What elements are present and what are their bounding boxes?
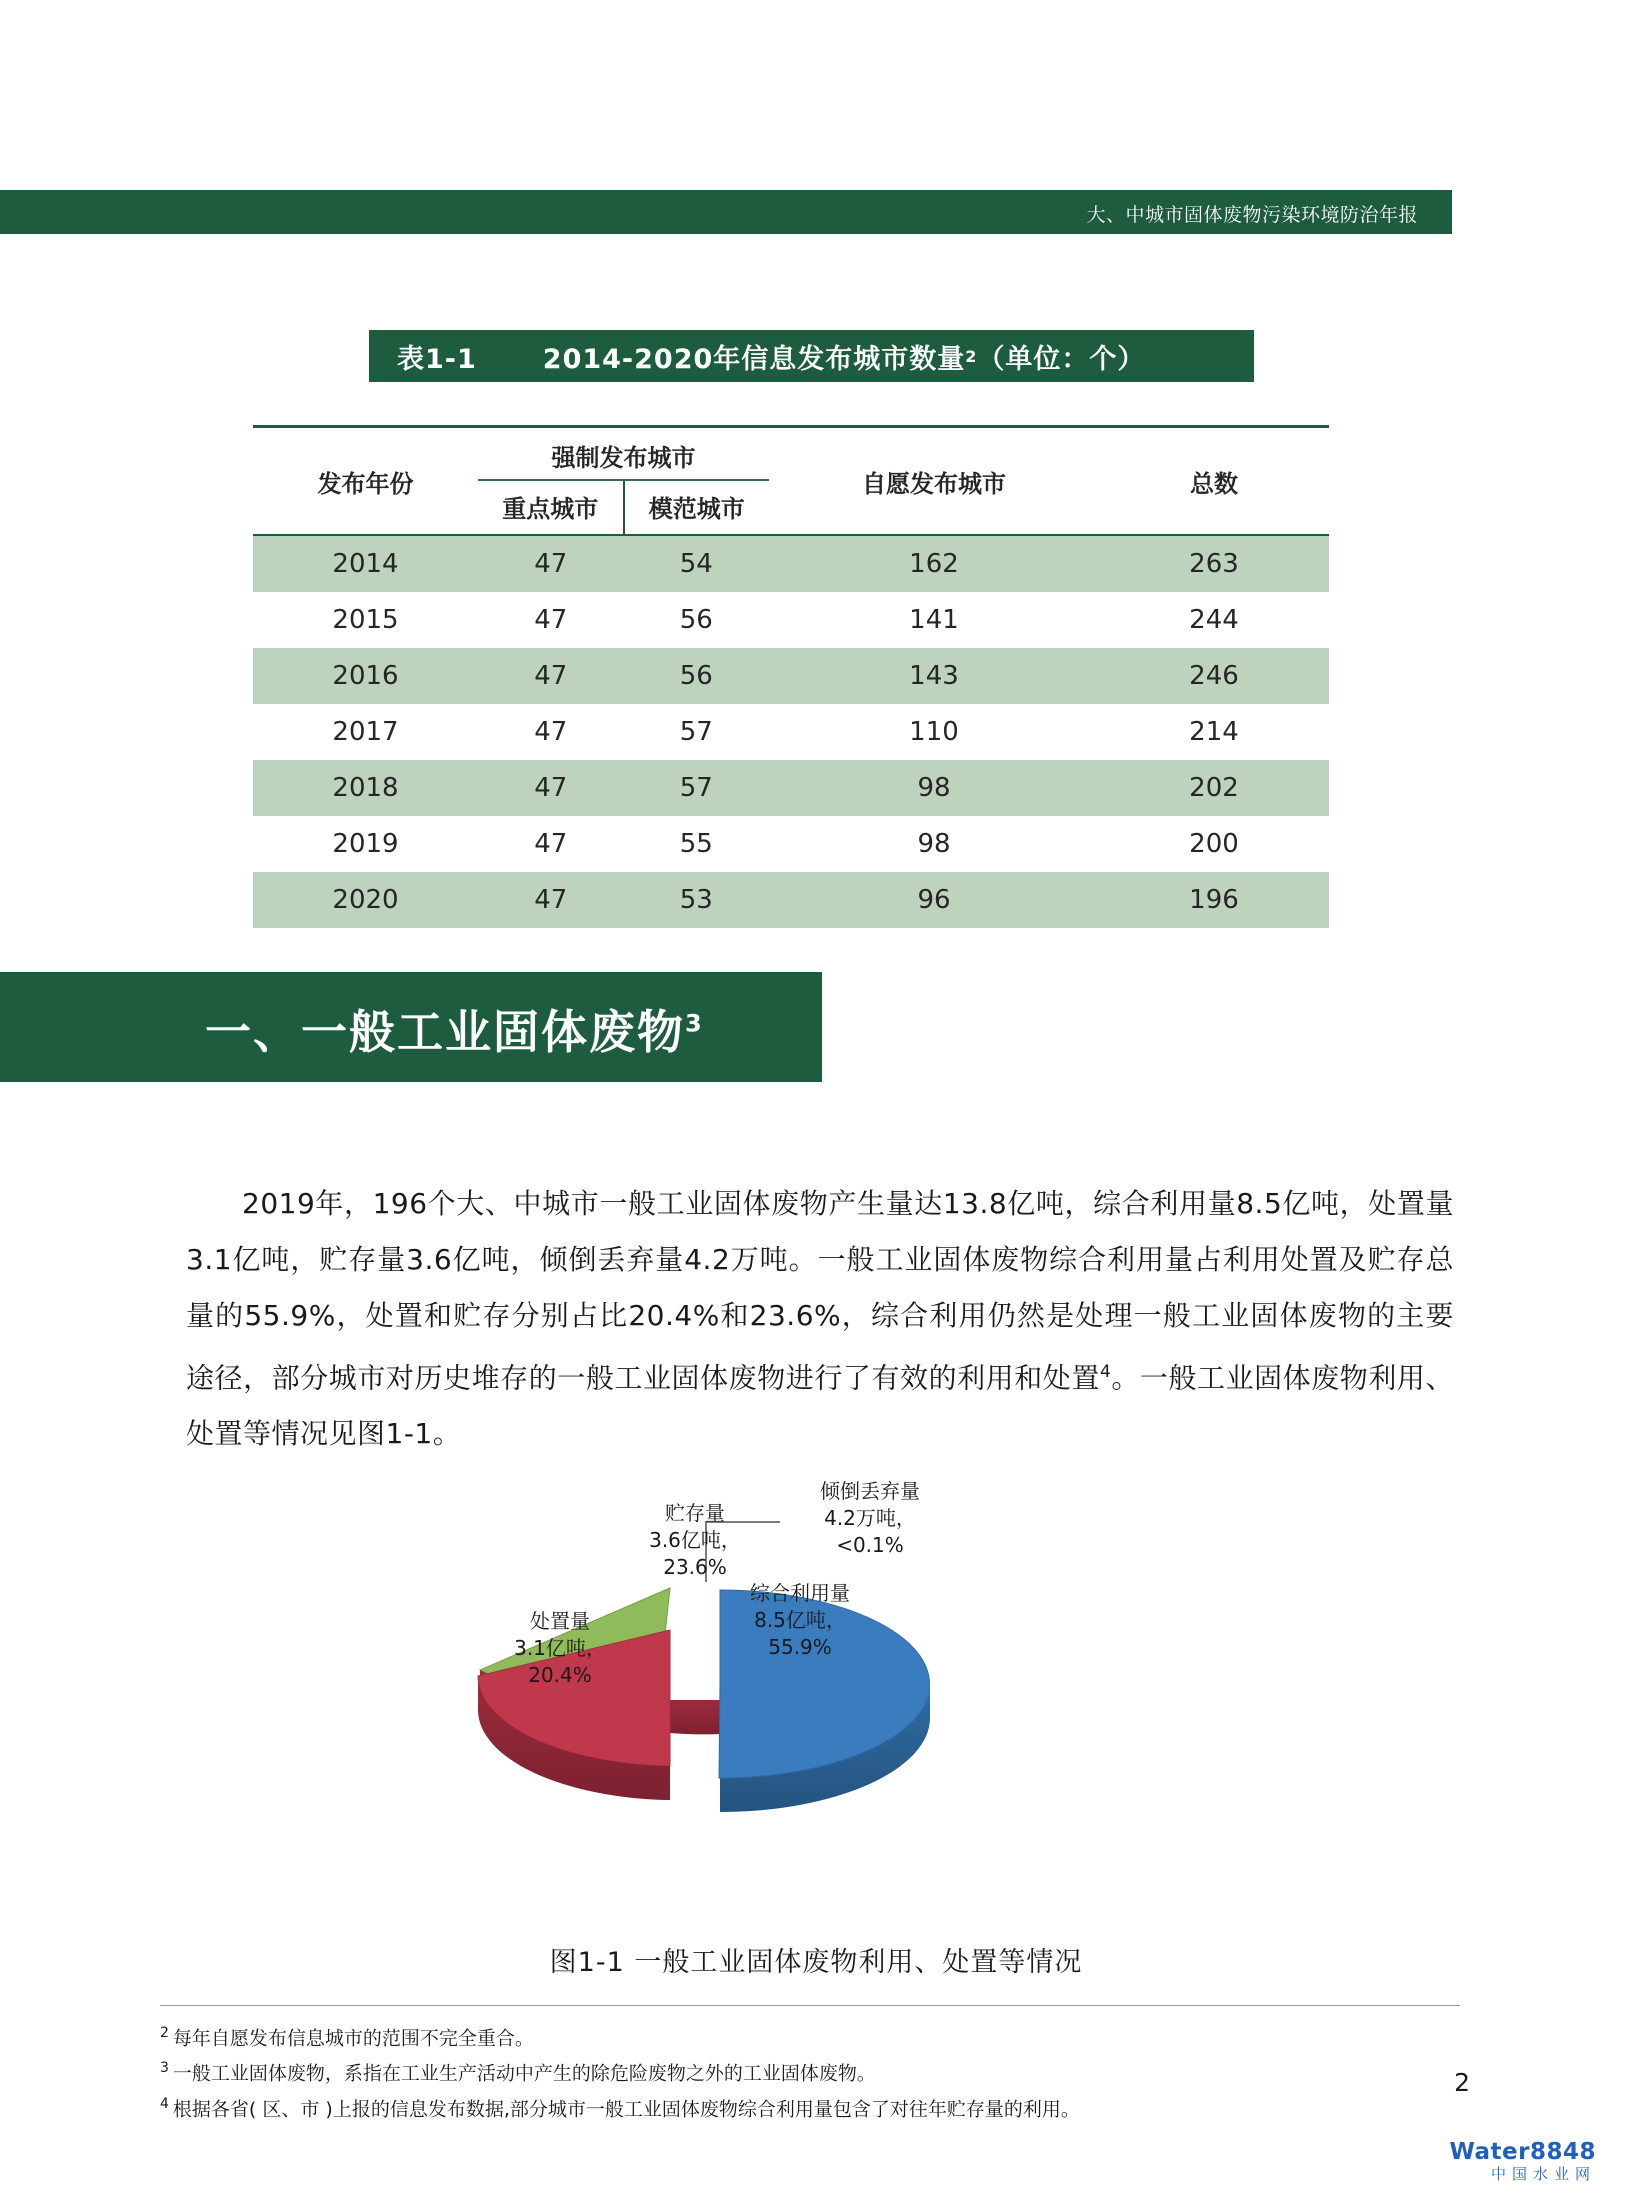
cell-key-city: 47 [478,535,624,592]
footnote-divider [160,2005,1460,2006]
cell-model-city: 53 [624,872,770,928]
cell-key-city: 47 [534,717,568,747]
pie-label-disposal-percent: 20.4% [528,1663,592,1687]
cell-model-city: 56 [624,648,770,704]
cell-year: 2014 [253,535,478,592]
footnote-mark: 3 [160,2060,169,2077]
cell-voluntary: 162 [769,535,1099,592]
cell-total: 200 [1189,829,1239,859]
pie-label-dumping-value: 4.2万吨， [824,1506,916,1530]
column-header-voluntary: 自愿发布城市 [769,427,1099,536]
pie-label-dumping-name: 倾倒丢弃量 [820,1479,920,1503]
table-head [253,427,1329,536]
cell-voluntary: 110 [909,717,959,747]
cell-voluntary: 98 [917,829,951,859]
column-header-total: 总数 [1099,427,1329,536]
cell-model-city: 57 [624,760,770,816]
footnote-mark: 2 [160,2025,169,2041]
pie-label-disposal [475,1608,645,1689]
cell-key-city: 47 [534,605,568,635]
page-number: 2 [1454,2068,1470,2097]
cell-year: 2018 [253,760,478,816]
footnote-item [160,2018,1460,2053]
table-caption-number: 表1-1 [397,343,477,375]
cell-key-city: 47 [478,648,624,704]
table-row [253,704,1329,760]
pie-label-comprehensive-use-percent: 55.9% [768,1635,832,1659]
cell-voluntary: 96 [769,872,1099,928]
cell-key-city: 47 [478,872,624,928]
column-header-model-city: 模范城市 [624,480,770,535]
cell-total: 202 [1099,760,1329,816]
running-header-band [0,190,1452,234]
table-row [253,760,1329,816]
cell-total: 214 [1189,717,1239,747]
column-header-year: 发布年份 [253,427,478,536]
column-header-forced: 强制发布城市 [478,427,769,481]
pie-label-dumping [775,1478,965,1559]
footnote-text: 根据各省( 区、市 )上报的信息发布数据,部分城市一般工业固体废物综合利用量包含了对往年贮存量的利用。 [172,2097,1080,2120]
cell-year: 2020 [253,872,478,928]
column-header-key-city: 重点城市 [478,480,624,535]
cell-total: 246 [1099,648,1329,704]
section-heading-wrapper [205,996,704,1062]
cell-year: 2015 [332,605,399,635]
cell-year: 2019 [332,829,399,859]
table-caption-footnote-mark: 2 [965,346,978,366]
table-body [253,535,1329,928]
section-heading-text: 一、一般工业固体废物 [205,1005,685,1059]
pie-label-storage-value: 3.6亿吨， [649,1528,741,1552]
table-row [253,816,1329,872]
footnote-text: 每年自愿发布信息城市的范围不完全重合。 [172,2027,534,2050]
pie-label-dumping-percent: <0.1% [836,1533,904,1557]
table-caption-bar [369,330,1254,382]
pie-label-comprehensive-use [710,1580,890,1661]
table-header-row-top [253,427,1329,481]
table-caption-title: 2014-2020年信息发布城市数量 [542,343,966,375]
footnote-list [160,2018,1460,2124]
cell-key-city: 47 [478,760,624,816]
section-heading-band [0,972,822,1082]
figure-caption: 图1-1 一般工业固体废物利用、处置等情况 [549,1947,1083,1978]
cell-year: 2017 [332,717,399,747]
cell-voluntary: 143 [769,648,1099,704]
paragraph-text-part1: 2019年，196个大、中城市一般工业固体废物产生量达13.8亿吨，综合利用量8.5亿吨，处置量3.1亿吨，贮存量3.6亿吨，倾倒丢弃量4.2万吨。一般工业固体废物综合利用量占利用处置及贮存总量的55.9%，处置和贮存分别占比20.4%和23.6%，综合利用仍然是处理一般工业固体废物的主要途径，部分城市对历史堆存的一般工业固体废物进行了有效的利用和处置 [186,1187,1454,1395]
pie-label-disposal-name: 处置量 [530,1609,590,1633]
watermark [1449,2141,1596,2185]
watermark-main: Water8848 [1449,2139,1596,2165]
cell-model-city: 54 [624,535,770,592]
footnote-text: 一般工业固体废物，系指在工业生产活动中产生的除危险废物之外的工业固体废物。 [172,2062,876,2085]
pie-chart [420,1470,1220,1900]
footnote-item [160,2089,1460,2124]
paragraph-text-part2: 。一般工业固体废物利用、处置等情况见图1-1。 [186,1361,1454,1451]
cell-model-city: 55 [679,829,713,859]
cell-model-city: 56 [679,605,713,635]
pie-label-storage-name: 贮存量 [665,1501,725,1525]
cell-total: 196 [1099,872,1329,928]
cell-voluntary: 141 [909,605,959,635]
table-row [253,535,1329,592]
footnote-mark: 4 [160,2095,169,2112]
cell-year: 2016 [253,648,478,704]
body-paragraph [186,1176,1454,1462]
table-row [253,592,1329,648]
pie-label-storage-percent: 23.6% [663,1555,727,1579]
pie-label-storage [610,1500,780,1581]
section-heading-footnote-mark: 3 [685,1009,704,1038]
cell-total: 263 [1099,535,1329,592]
table-caption-unit: （单位：个） [977,343,1146,375]
pie-label-disposal-value: 3.1亿吨， [514,1636,606,1660]
pie-label-comprehensive-use-value: 8.5亿吨， [754,1608,846,1632]
pie-label-comprehensive-use-name: 综合利用量 [750,1581,850,1605]
cell-model-city: 57 [679,717,713,747]
watermark-sub: 中国水业网 [1490,2165,1596,2183]
city-count-table [253,425,1329,928]
cell-voluntary: 98 [769,760,1099,816]
cell-key-city: 47 [534,829,568,859]
paragraph-footnote-mark: 4 [1099,1362,1112,1382]
table-row [253,648,1329,704]
footnote-item [160,2053,1460,2088]
running-header-title: 大、中城市固体废物污染环境防治年报 [1086,204,1418,226]
table-row [253,872,1329,928]
cell-total: 244 [1189,605,1239,635]
